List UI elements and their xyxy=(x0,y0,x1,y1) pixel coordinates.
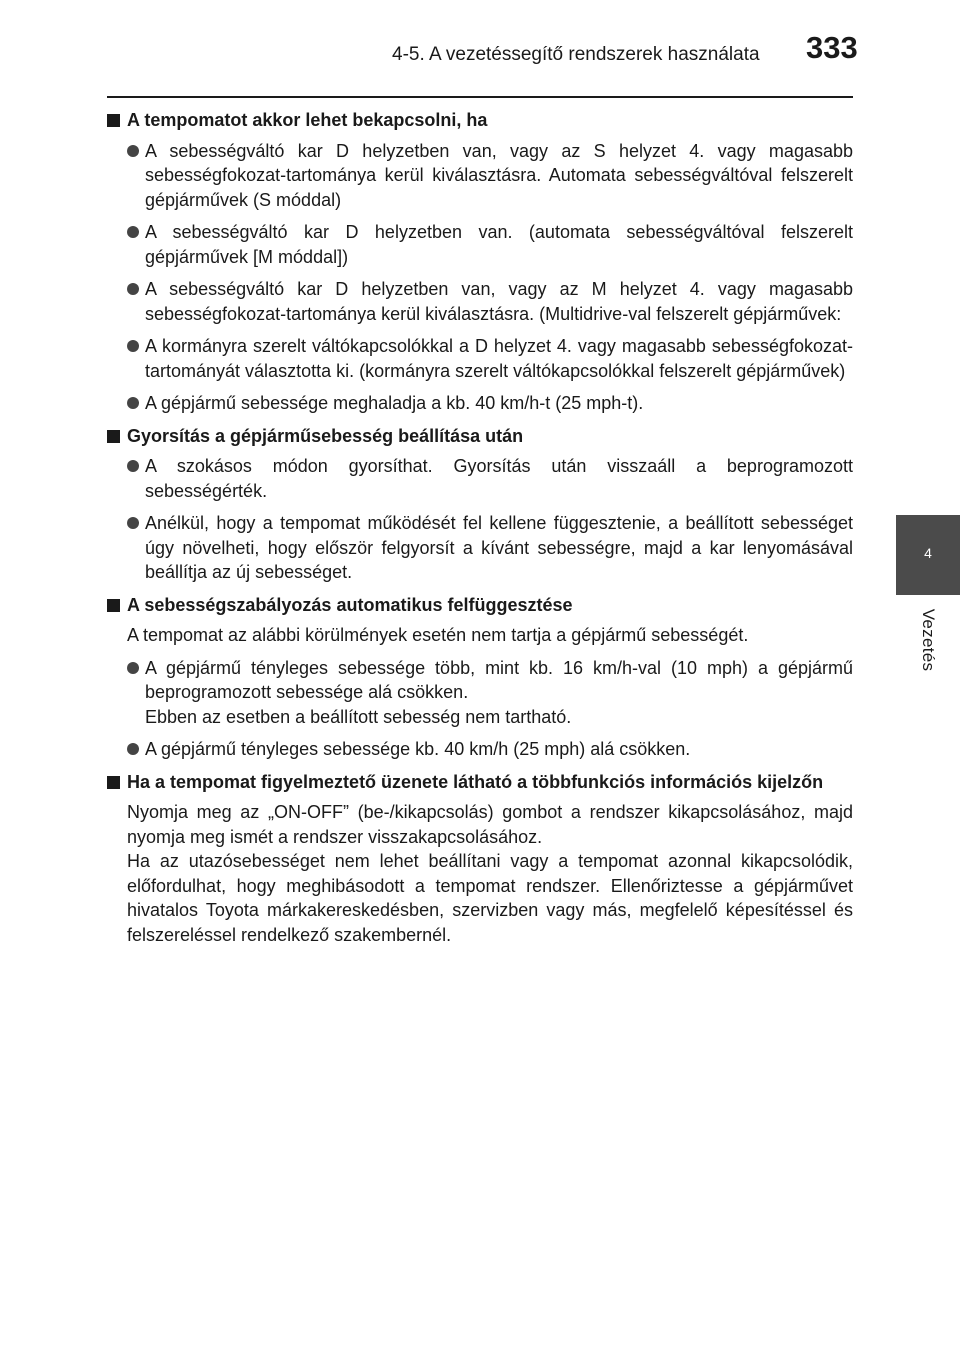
header-rule xyxy=(107,96,853,98)
paragraph-line: Ha az utazósebességet nem lehet beállítani vagy a tempomat azonnal kikapcsolódik, előfordulhat, hogy meghibásodott a tempomat rendszer. Ellenőriztesse a gépjárművet hivatalos Toyota márkakereskedésben, szervizben vagy más, megfelelő képesítéssel és felszereléssel rendelkező szakembernél. xyxy=(127,851,853,945)
list-item xyxy=(107,220,853,269)
section-heading xyxy=(107,108,853,133)
list-item-text: A sebességváltó kar D helyzetben van, vagy az S helyzet 4. vagy magasabb sebességfokozat-tartománya kerül kiválasztásra. Automata sebességváltóval felszerelt gépjárművek (S móddal) xyxy=(145,140,853,210)
section-activation-conditions xyxy=(107,108,853,416)
circle-bullet-icon xyxy=(127,662,139,674)
chapter-label: Vezetés xyxy=(919,608,938,672)
section-heading-text: Gyorsítás a gépjárműsebesség beállítása után xyxy=(127,425,524,446)
circle-bullet-icon xyxy=(127,460,139,472)
list-item xyxy=(107,454,853,503)
list-item-text: A gépjármű tényleges sebessége több, mint kb. 16 km/h-val (10 mph) a gépjármű beprogramozott sebessége alá csökken. xyxy=(145,657,853,702)
list-item-text: A gépjármű tényleges sebessége kb. 40 km/h (25 mph) alá csökken. xyxy=(145,739,691,759)
list-item-text: Anélkül, hogy a tempomat működését fel kellene függesztenie, a beállított sebességet úgy növelheti, hogy először felgyorsít a kívánt sebességre, majd a kar lenyomásával beállítja az új sebességet. xyxy=(145,513,853,582)
section-heading xyxy=(107,770,853,795)
list-item xyxy=(107,277,853,326)
page-content xyxy=(107,108,853,947)
list-item xyxy=(107,391,853,416)
circle-bullet-icon xyxy=(127,226,139,238)
section-title: 4-5. A vezetéssegítő rendszerek használata xyxy=(392,44,760,65)
list-item xyxy=(107,656,853,730)
circle-bullet-icon xyxy=(127,517,139,529)
section-intro: A tempomat az alábbi körülmények esetén nem tartja a gépjármű sebességét. xyxy=(127,625,749,645)
page-number: 333 xyxy=(806,30,858,65)
paragraph xyxy=(107,800,853,947)
list-item-text: A sebességváltó kar D helyzetben van, vagy az M helyzet 4. vagy magasabb sebességfokozat-tartománya kerül kiválasztásra. (Multidrive-val felszerelt gépjárművek: xyxy=(145,279,853,324)
list-item-text: A szokásos módon gyorsíthat. Gyorsítás után visszaáll a beprogramozott sebességérték. xyxy=(145,456,853,501)
list-item-text: A gépjármű sebessége meghaladja a kb. 40 km/h-t (25 mph-t). xyxy=(145,393,644,413)
chapter-tab xyxy=(896,515,960,595)
list-item xyxy=(107,139,853,213)
list-item-text: A kormányra szerelt váltókapcsolókkal a D helyzet 4. vagy magasabb sebességfokozat-tartományát választotta ki. (kormányra szerelt váltókapcsolókkal felszerelt gépjárművek) xyxy=(145,336,853,381)
square-bullet-icon xyxy=(107,114,120,127)
list-item xyxy=(107,511,853,585)
list-item-text: A sebességváltó kar D helyzetben van. (automata sebességváltóval felszerelt gépjárművek [M móddal]) xyxy=(145,222,853,267)
chapter-number: 4 xyxy=(924,545,932,561)
square-bullet-icon xyxy=(107,430,120,443)
square-bullet-icon xyxy=(107,599,120,612)
section-heading xyxy=(107,424,853,449)
section-heading-text: A sebességszabályozás automatikus felfüggesztése xyxy=(127,594,573,615)
list-item xyxy=(107,737,853,762)
paragraph-line: Nyomja meg az „ON-OFF” (be-/kikapcsolás) gombot a rendszer kikapcsolásához, majd nyomja meg ismét a rendszer visszakapcsolásához. xyxy=(127,802,853,847)
section-heading-text: A tempomatot akkor lehet bekapcsolni, ha xyxy=(127,110,488,130)
section-heading xyxy=(107,593,853,618)
circle-bullet-icon xyxy=(127,340,139,352)
section-acceleration xyxy=(107,424,853,585)
list-item-note: Ebben az esetben a beállított sebesség nem tartható. xyxy=(145,706,572,727)
circle-bullet-icon xyxy=(127,743,139,755)
section-heading-text: Ha a tempomat figyelmeztető üzenete látható a többfunkciós információs kijelzőn xyxy=(127,771,824,792)
square-bullet-icon xyxy=(107,776,120,789)
section-warning-message xyxy=(107,770,853,948)
circle-bullet-icon xyxy=(127,145,139,157)
list-item xyxy=(107,334,853,383)
circle-bullet-icon xyxy=(127,283,139,295)
circle-bullet-icon xyxy=(127,397,139,409)
section-automatic-cancellation xyxy=(107,593,853,762)
